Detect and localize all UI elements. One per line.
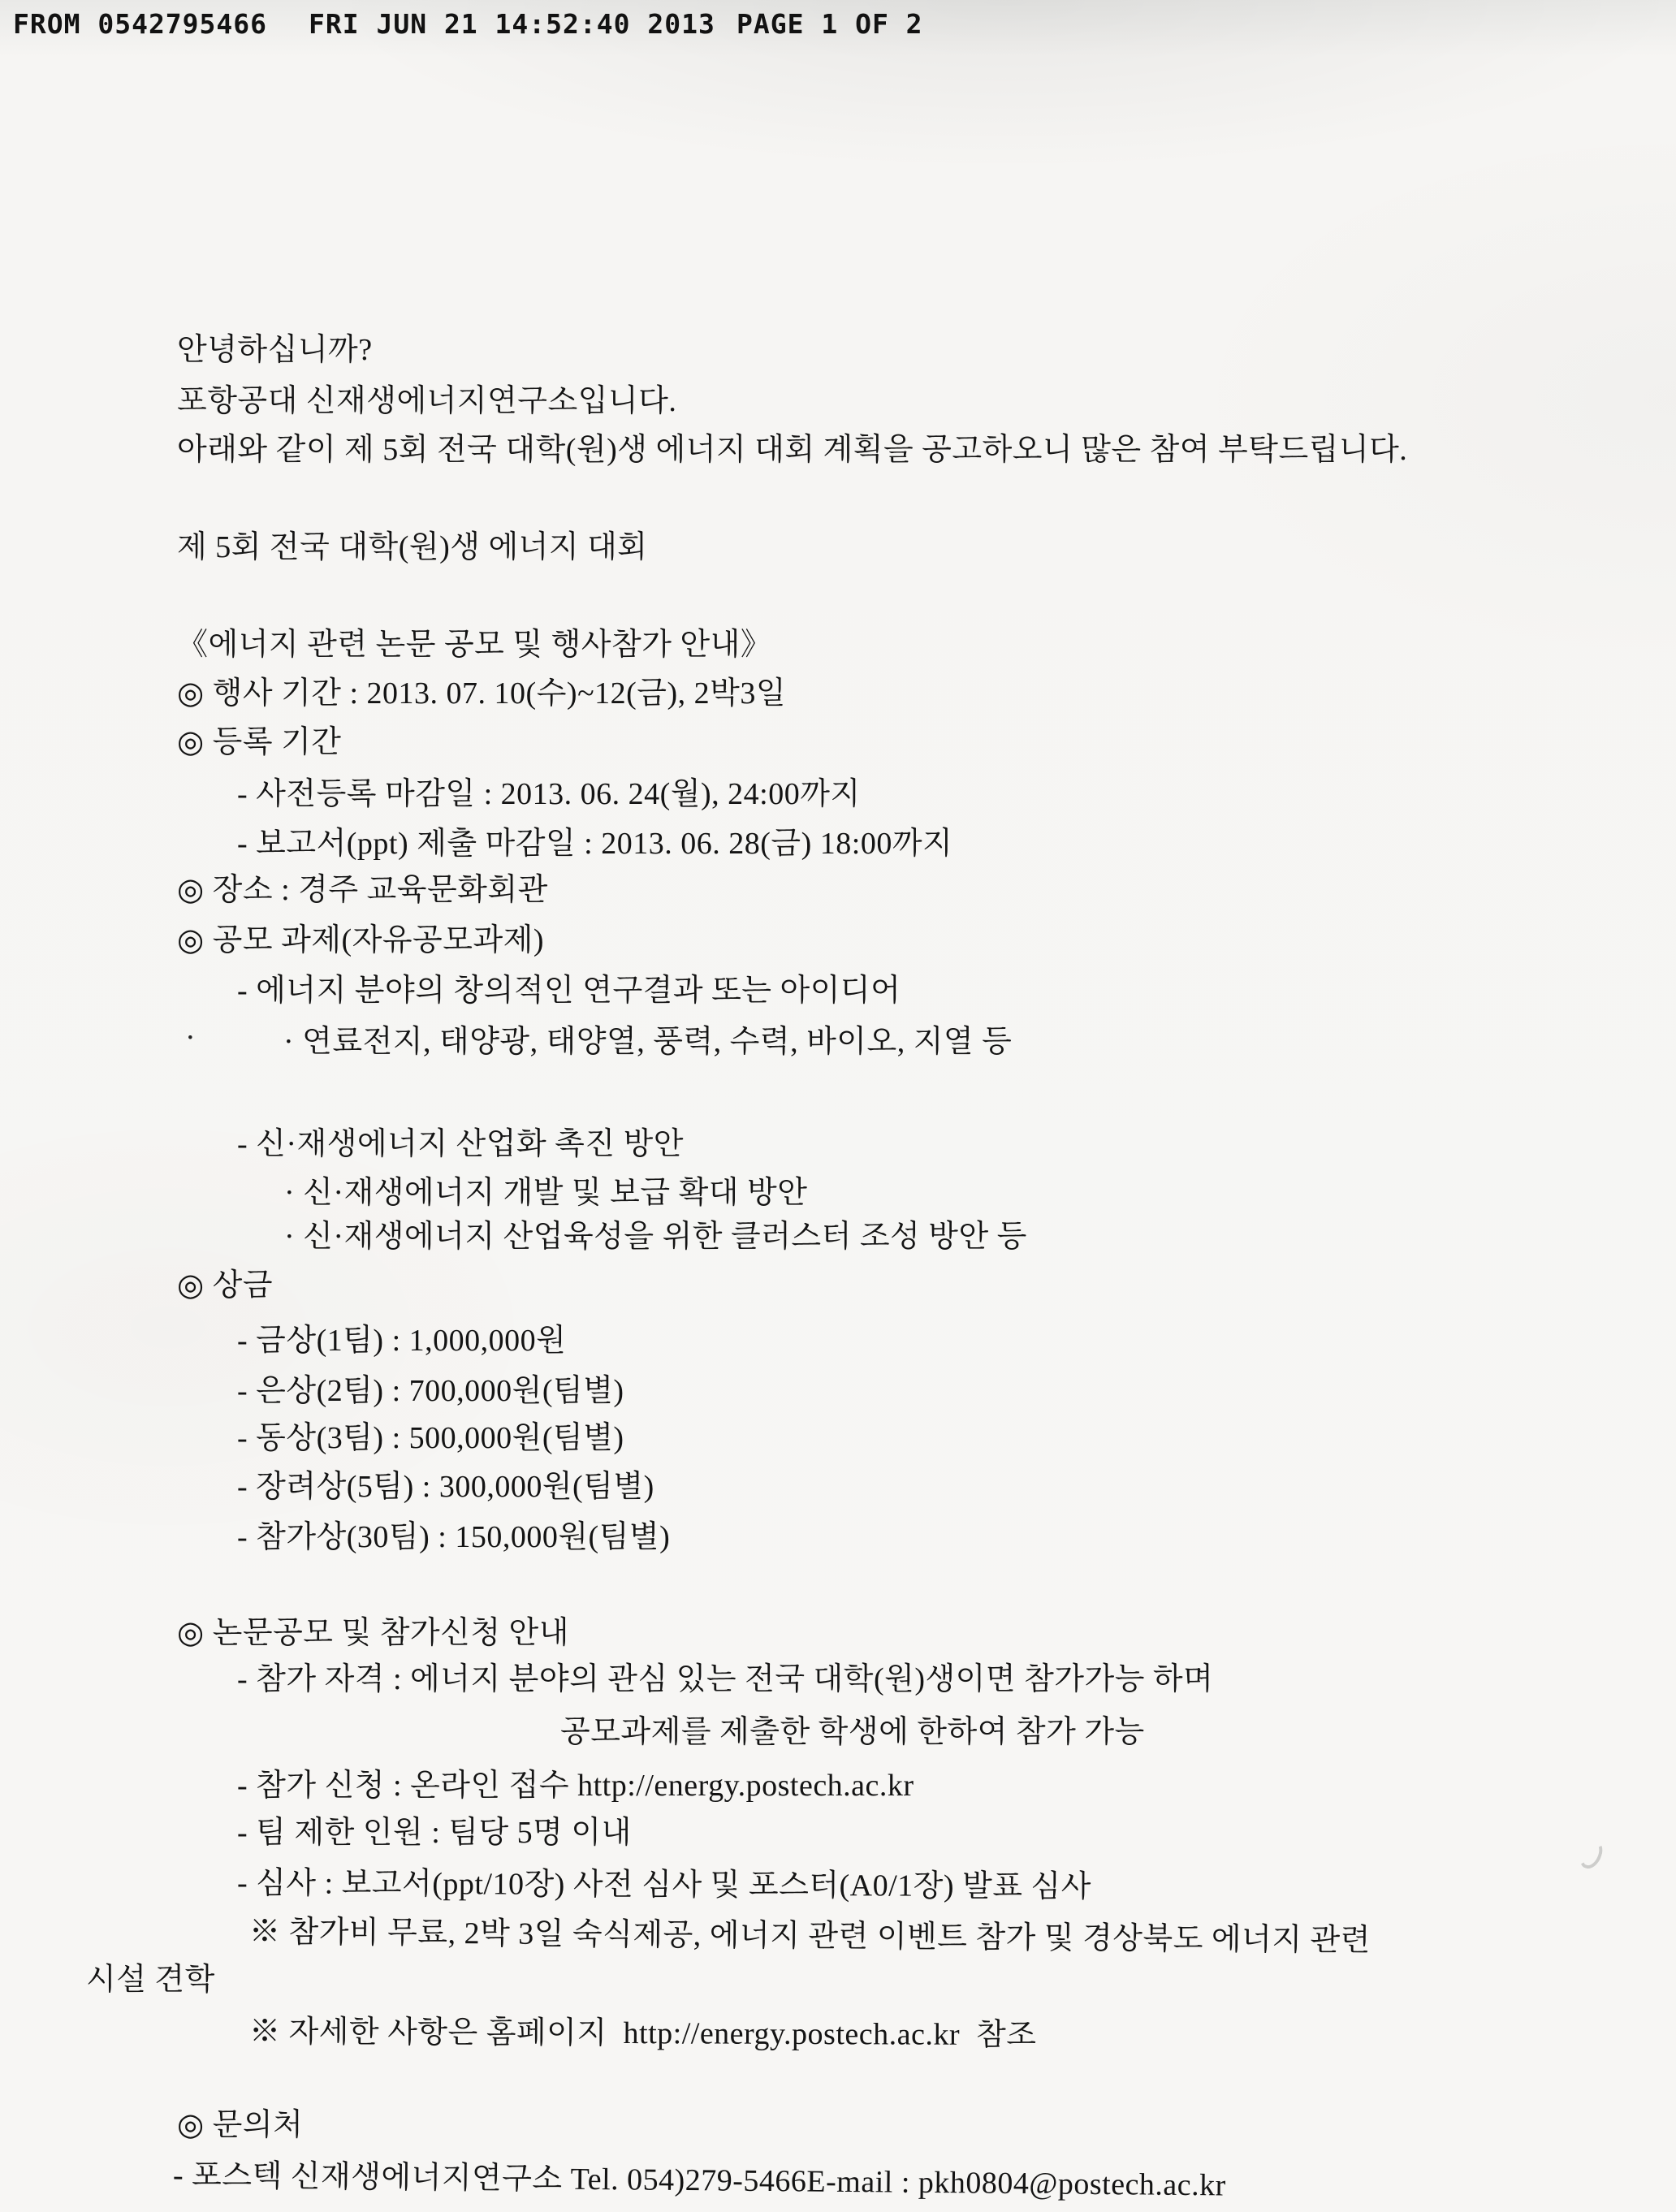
notice-heading: 《에너지 관련 논문 공모 및 행사참가 안내》 (177, 628, 772, 662)
event-period-line: ◎ 행사 기간 : 2013. 07. 10(수)~12(금), 2박3일 (177, 676, 787, 711)
prize-silver-line: - 은상(2팀) : 700,000원(팀별) (237, 1374, 624, 1408)
homepage-note-line: ※ 자세한 사항은 홈페이지 http://energy.postech.ac.kr 참조 (248, 2015, 1037, 2053)
prize-encouragement-line: - 장려상(5팀) : 300,000원(팀별) (237, 1470, 654, 1504)
topic-cluster-line: · 신·재생에너지 산업육성을 위한 클러스터 조성 방안 등 (284, 1220, 1027, 1254)
fax-datetime: FRI JUN 21 14:52:40 2013 (309, 8, 715, 40)
topic-examples-line: · 연료전지, 태양광, 태양열, 풍력, 수력, 바이오, 지열 등 (283, 1025, 1013, 1059)
greeting-line-1: 안녕하십니까? (177, 333, 373, 367)
fax-page-count: PAGE 1 OF 2 (736, 8, 923, 40)
topic-development-line: · 신·재생에너지 개발 및 보급 확대 방안 (284, 1176, 808, 1210)
prize-participation-line: - 참가상(30팀) : 150,000원(팀별) (237, 1520, 671, 1554)
greeting-line-3: 아래와 같이 제 5회 전국 대학(원)생 에너지 대회 계획을 공고하오니 많은 참여 부탁드립니다. (177, 433, 1408, 467)
scan-artifact (1578, 1838, 1605, 1872)
topic-industrialization-line: - 신·재생에너지 산업화 촉진 방안 (237, 1127, 685, 1161)
contact-info-line: - 포스텍 신재생에너지연구소 Tel. 054)279-5466E-mail : pkh0804@postech.ac.kr (172, 2158, 1227, 2203)
application-method-line: - 참가 신청 : 온라인 접수 http://energy.postech.ac.kr (237, 1769, 914, 1803)
report-deadline-line: - 보고서(ppt) 제출 마감일 : 2013. 06. 28(금) 18:00까지 (237, 827, 953, 861)
team-limit-line: - 팀 제한 인원 : 팀당 5명 이내 (237, 1816, 632, 1850)
event-title: 제 5회 전국 대학(원)생 에너지 대회 (177, 530, 648, 564)
stray-margin-dot: · (185, 1021, 196, 1055)
prize-heading: ◎ 상금 (177, 1268, 274, 1303)
registration-period-heading: ◎ 등록 기간 (177, 725, 342, 759)
application-heading: ◎ 논문공모 및 참가신청 안내 (177, 1616, 569, 1650)
venue-line: ◎ 장소 : 경주 교육문화회관 (177, 873, 548, 907)
benefits-line-2: 시설 견학 (86, 1963, 215, 1997)
topic-idea-line: - 에너지 분야의 창의적인 연구결과 또는 아이디어 (237, 974, 901, 1008)
benefits-line-1: ※ 참가비 무료, 2박 3일 숙식제공, 에너지 관련 이벤트 참가 및 경상북도 에너지 관련 (248, 1915, 1371, 1958)
eligibility-line-2: 공모과제를 제출한 학생에 한하여 참가 가능 (560, 1715, 1145, 1749)
contest-topic-heading: ◎ 공모 과제(자유공모과제) (177, 923, 545, 957)
judging-line: - 심사 : 보고서(ppt/10장) 사전 심사 및 포스터(A0/1장) 발표 심사 (236, 1866, 1091, 1904)
preregistration-deadline-line: - 사전등록 마감일 : 2013. 06. 24(월), 24:00까지 (237, 777, 861, 811)
eligibility-line-1: - 참가 자격 : 에너지 분야의 관심 있는 전국 대학(원)생이면 참가가능 하며 (237, 1662, 1214, 1696)
greeting-line-2: 포항공대 신재생에너지연구소입니다. (177, 384, 677, 418)
prize-gold-line: - 금상(1팀) : 1,000,000원 (237, 1324, 567, 1358)
contact-heading: ◎ 문의처 (177, 2108, 304, 2142)
prize-bronze-line: - 동상(3팀) : 500,000원(팀별) (237, 1421, 624, 1455)
fax-sender-number: FROM 0542795466 (13, 8, 268, 40)
